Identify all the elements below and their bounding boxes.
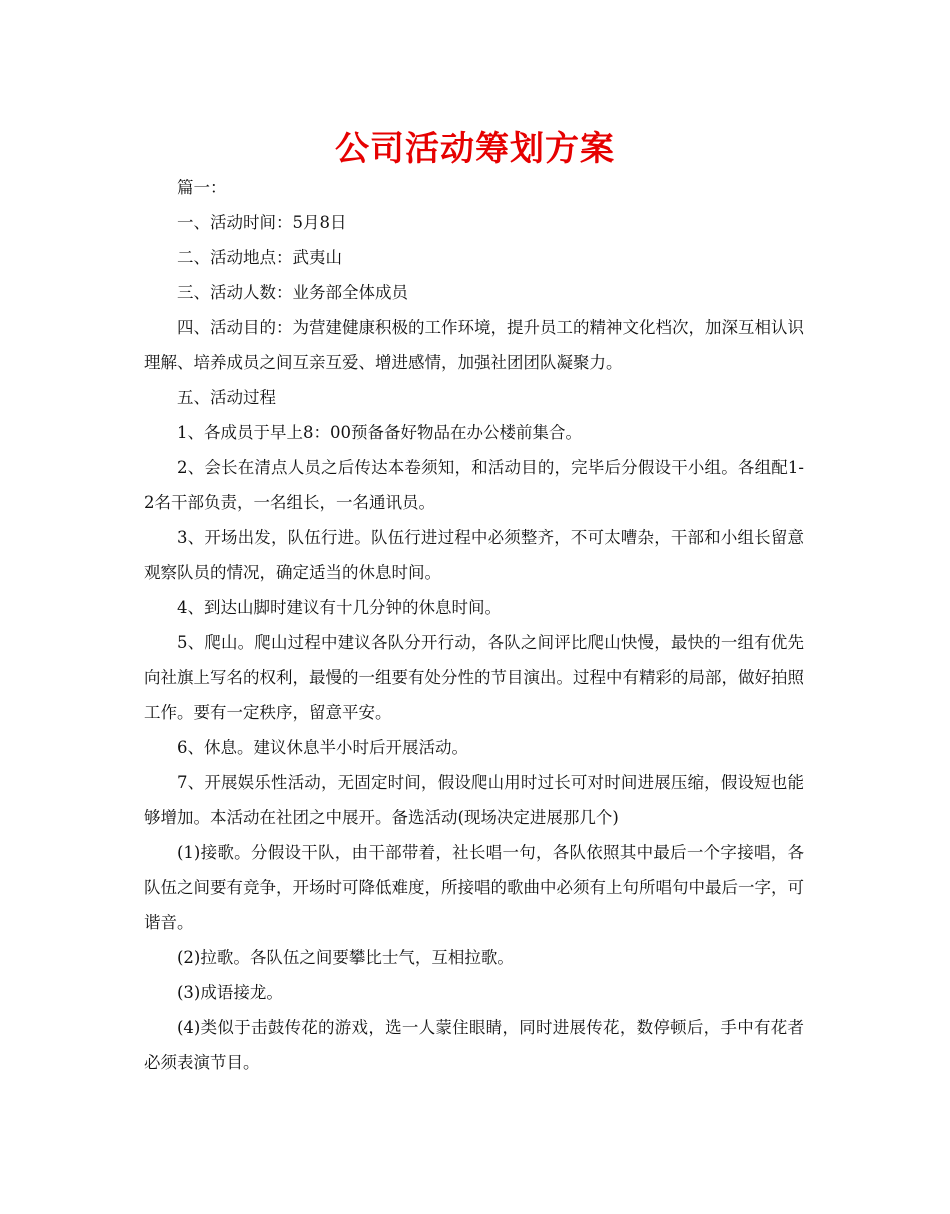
paragraph-step-6: 6、休息。建议休息半小时后开展活动。: [177, 738, 468, 757]
paragraph-step-3: 3、开场出发，队伍行进。队伍行进过程中必须整齐，不可太嘈杂，干部和小组长留意观察队员的情况，确定适当的休息时间。: [144, 528, 804, 582]
paragraph-step-4: 4、到达山脚时建议有十几分钟的休息时间。: [177, 598, 501, 617]
paragraph-step-2: 2、会长在清点人员之后传达本卷须知，和活动目的，完毕后分假设干小组。各组配1-2名干部负责，一名组长，一名通讯员。: [144, 458, 804, 512]
paragraph-option-1: (1)接歌。分假设干队，由干部带着，社长唱一句，各队依照其中最后一个字接唱，各队伍之间要有竞争，开场时可降低难度，所接唱的歌曲中必须有上句所唱句中最后一字，可谐音。: [144, 843, 804, 932]
document-title: 公司活动筹划方案: [335, 129, 615, 169]
paragraph-activity-process-heading: 五、活动过程: [177, 388, 276, 407]
paragraph-activity-time: 一、活动时间：5月8日: [177, 213, 347, 232]
paragraph-option-4: (4)类似于击鼓传花的游戏，选一人蒙住眼睛，同时进展传花，数停顿后，手中有花者必须表演节目。: [144, 1018, 804, 1072]
paragraph-activity-participants: 三、活动人数：业务部全体成员: [177, 283, 408, 302]
paragraph-section-header: 篇一：: [177, 178, 227, 197]
paragraph-option-2: (2)拉歌。各队伍之间要攀比士气，互相拉歌。: [177, 948, 514, 967]
paragraph-step-7: 7、开展娱乐性活动，无固定时间，假设爬山用时过长可对时间进展压缩，假设短也能够增加。本活动在社团之中展开。备选活动(现场决定进展那几个): [144, 773, 804, 827]
paragraph-activity-location: 二、活动地点：武夷山: [177, 248, 342, 267]
paragraph-option-3: (3)成语接龙。: [177, 983, 283, 1002]
paragraph-step-5: 5、爬山。爬山过程中建议各队分开行动，各队之间评比爬山快慢，最快的一组有优先向社旗上写名的权利，最慢的一组要有处分性的节目演出。过程中有精彩的局部，做好拍照工作。要有一定秩序，留意平安。: [144, 633, 804, 722]
document-body: [144, 170, 804, 1080]
paragraph-activity-purpose: 四、活动目的：为营建健康积极的工作环境，提升员工的精神文化档次，加深互相认识理解、培养成员之间互亲互爱、增进感情，加强社团团队凝聚力。: [144, 318, 804, 372]
paragraph-step-1: 1、各成员于早上8：00预备备好物品在办公楼前集合。: [177, 423, 582, 442]
